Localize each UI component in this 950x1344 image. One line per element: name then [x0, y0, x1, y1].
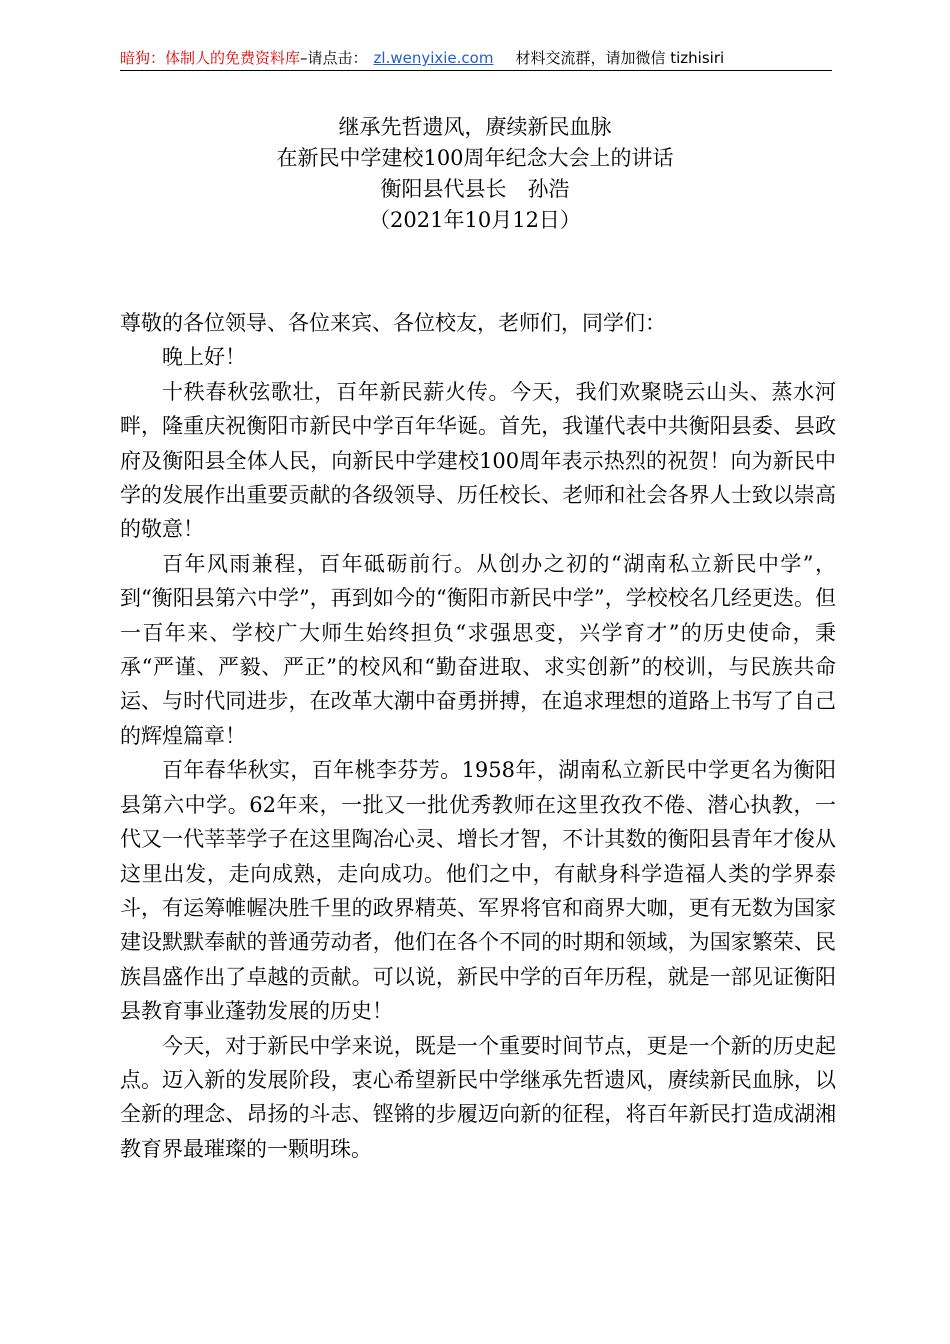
paragraph-greeting: 晚上好！ [162, 345, 246, 370]
document-date: （2021年10月12日） [369, 208, 581, 232]
paragraph-2: 百年风雨兼程，百年砥砺前行。从创办之初的“湖南私立新民中学”，到“衡阳县第六中学”，再到如今的“衡阳市新民中学”，学校校名几经更迭。但一百年来、学校广大师生始终担负“求强思变，兴学育才”的历史使命，秉承“严谨、严毅、严正”的校风和“勤奋进取、求实创新”的校训，与民族共命运、与时代同进步，在改革大潮中奋勇拼搏，在追求理想的道路上书写了自己的辉煌篇章！ [120, 551, 836, 748]
salutation: 尊敬的各位领导、各位来宾、各位校友，老师们，同学们： [120, 311, 666, 335]
header-link[interactable]: zl.wenyixie.com [373, 49, 494, 67]
header-brand: 暗狗：体制人的免费资料库 [120, 49, 301, 67]
document-speaker: 衡阳县代县长 孙浩 [380, 177, 570, 201]
paragraph-3: 百年春华秋实，百年桃李芬芳。1958年，湖南私立新民中学更名为衡阳县第六中学。62年来，一批又一批优秀教师在这里孜孜不倦、潜心执教，一代又一代莘莘学子在这里陶冶心灵、增长才智，不计其数的衡阳县青年才俊从这里出发，走向成熟，走向成功。他们之中，有献身科学造福人类的学界泰斗，有运筹帷幄决胜千里的政界精英、军界将官和商界大咖，更有无数为国家建设默默奉献的普通劳动者，他们在各个不同的时期和领域，为国家繁荣、民族昌盛作出了卓越的贡献。可以说，新民中学的百年历程，就是一部见证衡阳县教育事业蓬勃发展的历史！ [120, 758, 836, 1024]
page-header [120, 46, 832, 71]
document-subtitle: 在新民中学建校100周年纪念大会上的讲话 [276, 146, 674, 170]
header-prompt: –请点击： [300, 49, 368, 67]
paragraph-4: 今天，对于新民中学来说，既是一个重要时间节点，更是一个新的历史起点。迈入新的发展阶段，衷心希望新民中学继承先哲遗风，赓续新民血脉，以全新的理念、昂扬的斗志、铿锵的步履迈向新的征程，将百年新民打造成湖湘教育界最璀璨的一颗明珠。 [120, 1033, 836, 1161]
header-note: 材料交流群，请加微信 tizhisiri [515, 49, 725, 67]
title-block [0, 112, 950, 236]
document-title: 继承先哲遗风，赓续新民血脉 [338, 115, 612, 139]
speech-body [120, 306, 836, 1166]
paragraph-1: 十秩春秋弦歌壮，百年新民薪火传。今天，我们欢聚晓云山头、蒸水河畔，隆重庆祝衡阳市新民中学百年华诞。首先，我谨代表中共衡阳县委、县政府及衡阳县全体人民，向新民中学建校100周年表示热烈的祝贺！向为新民中学的发展作出重要贡献的各级领导、历任校长、老师和社会各界人士致以崇高的敬意！ [120, 379, 836, 542]
